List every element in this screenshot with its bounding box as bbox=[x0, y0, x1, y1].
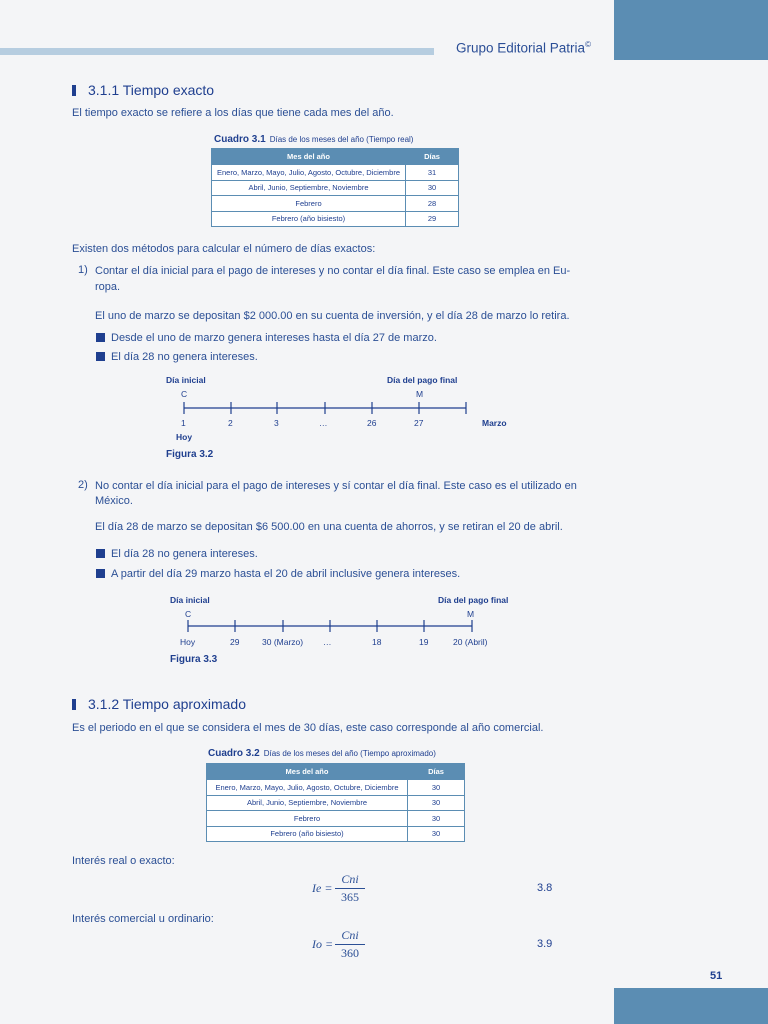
header-accent-block bbox=[614, 0, 768, 60]
table-cell-dias: 30 bbox=[408, 795, 465, 811]
table-dias-tiempo-real bbox=[211, 148, 459, 227]
fig33-end-marker: M bbox=[467, 609, 475, 619]
fig32-tick-label: 26 bbox=[367, 418, 377, 428]
fig32-hoy-label: Hoy bbox=[176, 432, 193, 442]
footer-accent-block bbox=[614, 988, 768, 1024]
equation-number-3-9: 3.9 bbox=[537, 938, 553, 950]
square-bullet-icon bbox=[96, 333, 105, 342]
formula1-lhs: Ie = bbox=[312, 881, 333, 895]
fig33-tick-label: 20 (Abril) bbox=[453, 637, 488, 647]
square-bullet-icon bbox=[96, 549, 105, 558]
formula1-label: Interés real o exacto: bbox=[72, 855, 175, 867]
table-dias-tiempo-aproximado bbox=[206, 763, 465, 842]
fig32-end-label: Día del pago final bbox=[387, 375, 458, 385]
table-cell-dias: 30 bbox=[408, 811, 465, 827]
fig33-tick-label: Hoy bbox=[180, 637, 196, 647]
fig32-start-marker: C bbox=[181, 389, 188, 399]
fig32-tick-label: … bbox=[319, 418, 328, 428]
method2-text-line1: No contar el día inicial para el pago de intereses y sí contar el día final. Este caso es el utilizado en bbox=[95, 480, 577, 492]
fig32-start-label: Día inicial bbox=[166, 375, 206, 385]
method1-text-line1: Contar el día inicial para el pago de intereses y no contar el día final. Este caso se emplea en Eu- bbox=[95, 265, 571, 277]
table-row bbox=[212, 180, 459, 196]
formula1-denominator: 365 bbox=[341, 890, 359, 904]
method2-number: 2) bbox=[78, 479, 88, 491]
fig33-tick-label: 19 bbox=[419, 637, 429, 647]
section-title-tiempo-aproximado: 3.1.2 Tiempo aproximado bbox=[72, 696, 246, 712]
fig33-tick-label: 30 (Marzo) bbox=[262, 637, 304, 647]
table-cell-dias: 30 bbox=[408, 780, 465, 796]
table-cell-dias: 29 bbox=[406, 211, 459, 227]
table-cell-dias: 28 bbox=[406, 196, 459, 212]
section-marker-icon bbox=[72, 85, 76, 96]
table-cell-dias: 30 bbox=[408, 826, 465, 842]
methods-intro: Existen dos métodos para calcular el número de días exactos: bbox=[72, 243, 376, 255]
method1-number: 1) bbox=[78, 264, 88, 276]
formula2-lhs: Io = bbox=[312, 937, 334, 951]
method2-bullet-2: A partir del día 29 marzo hasta el 20 de abril inclusive genera intereses. bbox=[96, 568, 460, 580]
fraction-bar bbox=[335, 888, 365, 889]
method1-bullet-2: El día 28 no genera intereses. bbox=[96, 351, 258, 363]
formula1-fraction bbox=[335, 872, 365, 905]
fig32-tick-label: 1 bbox=[181, 418, 186, 428]
table-row bbox=[207, 780, 465, 796]
formula2-denominator: 360 bbox=[341, 946, 359, 960]
table-cell-mes: Abril, Junio, Septiembre, Noviembre bbox=[207, 795, 408, 811]
fig33-end-label: Día del pago final bbox=[438, 595, 509, 605]
method2-example: El día 28 de marzo se depositan $6 500.00 en una cuenta de ahorros, y se retiran el 20 de abril. bbox=[95, 521, 563, 533]
header-rule bbox=[0, 48, 434, 55]
table-row bbox=[207, 826, 465, 842]
formula2-label: Interés comercial u ordinario: bbox=[72, 913, 214, 925]
equation-number-3-8: 3.8 bbox=[537, 882, 553, 894]
table-header-mes: Mes del año bbox=[212, 149, 406, 165]
method2-text-line2: México. bbox=[95, 495, 133, 507]
section-marker-icon bbox=[72, 699, 76, 710]
table-header-dias: Días bbox=[406, 149, 459, 165]
table-cell-dias: 30 bbox=[406, 180, 459, 196]
fig33-start-marker: C bbox=[185, 609, 192, 619]
table-row bbox=[212, 196, 459, 212]
fig33-tick-label: 29 bbox=[230, 637, 240, 647]
method2-bullet-1: El día 28 no genera intereses. bbox=[96, 548, 258, 560]
method1-example: El uno de marzo se depositan $2 000.00 en su cuenta de inversión, y el día 28 de marzo lo retira. bbox=[95, 310, 570, 322]
fig32-timeline bbox=[180, 398, 472, 418]
formula1-numerator: Cni bbox=[341, 872, 359, 886]
fig32-tick-label: 27 bbox=[414, 418, 424, 428]
formula2-fraction bbox=[335, 928, 365, 961]
table-cell-mes: Enero, Marzo, Mayo, Julio, Agosto, Octubre, Diciembre bbox=[207, 780, 408, 796]
table-header-mes: Mes del año bbox=[207, 764, 408, 780]
table-cell-mes: Febrero bbox=[212, 196, 406, 212]
table-row bbox=[207, 795, 465, 811]
table-row bbox=[212, 165, 459, 181]
square-bullet-icon bbox=[96, 569, 105, 578]
section-title-tiempo-exacto: 3.1.1 Tiempo exacto bbox=[72, 82, 214, 98]
figure-3-3-caption: Figura 3.3 bbox=[170, 654, 218, 665]
fig33-start-label: Día inicial bbox=[170, 595, 210, 605]
fig32-month-label: Marzo bbox=[482, 418, 507, 428]
table1-caption: Cuadro 3.1 Días de los meses del año (Tiempo real) bbox=[214, 134, 414, 145]
figure-3-2-caption: Figura 3.2 bbox=[166, 449, 214, 460]
page-number: 51 bbox=[710, 970, 723, 982]
fig33-timeline bbox=[184, 616, 478, 636]
fig33-tick-label: … bbox=[323, 637, 332, 647]
fraction-bar bbox=[335, 944, 365, 945]
table-cell-mes: Febrero (año bisiesto) bbox=[207, 826, 408, 842]
table-row bbox=[207, 811, 465, 827]
table-header-dias: Días bbox=[408, 764, 465, 780]
table-cell-mes: Enero, Marzo, Mayo, Julio, Agosto, Octubre, Diciembre bbox=[212, 165, 406, 181]
fig32-end-marker: M bbox=[416, 389, 424, 399]
table-cell-mes: Febrero bbox=[207, 811, 408, 827]
square-bullet-icon bbox=[96, 352, 105, 361]
fig33-tick-label: 18 bbox=[372, 637, 382, 647]
section1-intro: El tiempo exacto se refiere a los días que tiene cada mes del año. bbox=[72, 107, 394, 119]
table-row bbox=[212, 211, 459, 227]
table-cell-mes: Febrero (año bisiesto) bbox=[212, 211, 406, 227]
formula2-numerator: Cni bbox=[341, 928, 359, 942]
method1-text-line2: ropa. bbox=[95, 281, 121, 293]
fig32-tick-label: 2 bbox=[228, 418, 233, 428]
publisher-name: Grupo Editorial Patria© bbox=[456, 40, 591, 56]
method1-bullet-1: Desde el uno de marzo genera intereses hasta el día 27 de marzo. bbox=[96, 332, 437, 344]
table2-caption: Cuadro 3.2 Días de los meses del año (Tiempo aproximado) bbox=[208, 748, 436, 759]
section2-intro: Es el periodo en el que se considera el mes de 30 días, este caso corresponde al año comercial. bbox=[72, 722, 544, 734]
table-cell-dias: 31 bbox=[406, 165, 459, 181]
fig32-tick-label: 3 bbox=[274, 418, 279, 428]
table-cell-mes: Abril, Junio, Septiembre, Noviembre bbox=[212, 180, 406, 196]
